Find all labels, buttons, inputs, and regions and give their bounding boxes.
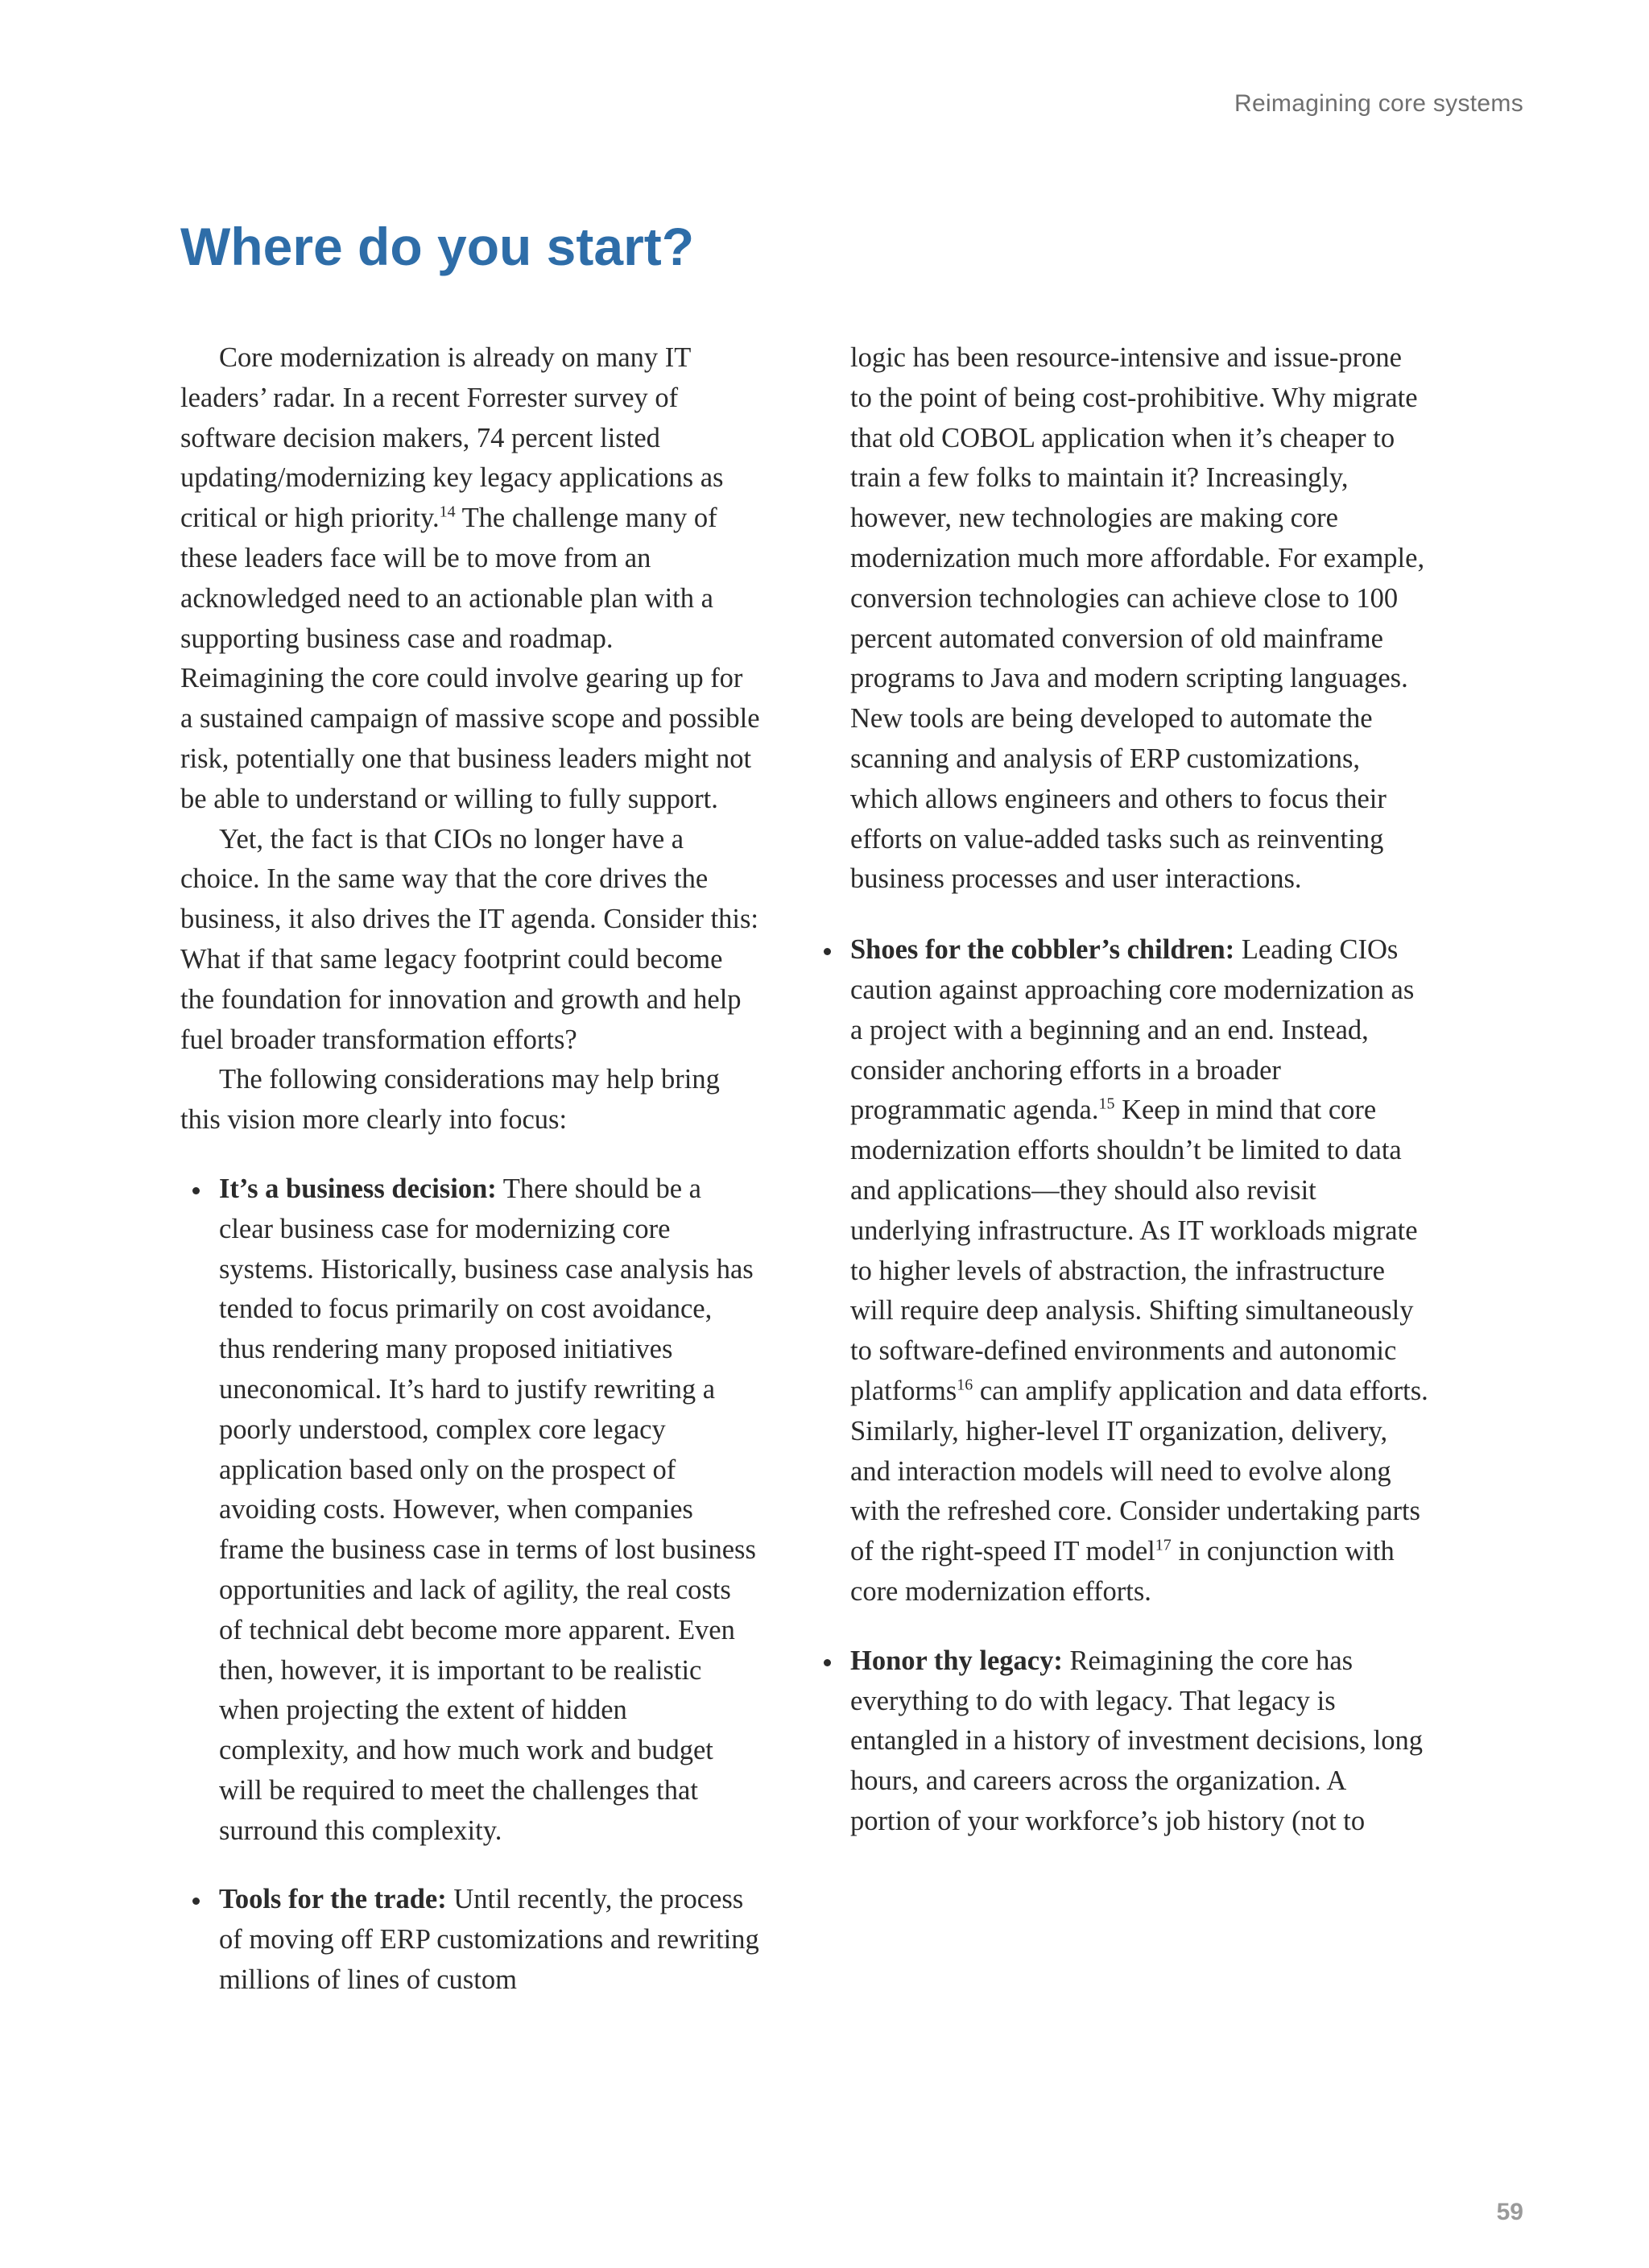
bullet-cobblers-children: Shoes for the cobbler’s children: Leading CIOs caution against approaching core modernization as a project with a beginning and an end. Instead, consider anchoring efforts in a broader programmatic agenda.$^{15}$ Keep in mind that core modernization efforts shouldn’t be limited to data and applications—they should also revisit underlying infrastructure. As IT workloads migrate to higher levels of abstraction, the infrastructure will require deep analysis. Shifting simultaneously to software-defined environments and autonomic platforms$^{16}$ can amplify application and data efforts. Similarly, higher-level IT organization, delivery, and interaction models will need to evolve along with the refreshed core. Consider undertaking parts of the right-speed IT model$^{17}$ in conjunction with core modernization efforts.: [850, 930, 1430, 1612]
page-number: 59: [1496, 2199, 1523, 2225]
bullet-lead: Tools for the trade:: [219, 1884, 447, 1915]
bullet-text: There should be a clear business case for modernizing core systems. Historically, business case analysis has tended to focus primarily on cost avoidance, thus rendering many proposed initiatives uneconomical. It’s hard to justify rewriting a poorly understood, complex core legacy application based only on the prospect of avoiding costs. However, when companies frame the business case in terms of lost business opportunities and lack of agility, the real costs of technical debt become more apparent. Even then, however, it is important to be realistic when projecting the extent of hidden complexity, and how much work and budget will be required to meet the challenges that surround this complexity.: [219, 1173, 756, 1846]
left-column: [180, 338, 760, 2001]
considerations-paragraph: The following considerations may help bring this vision more clearly into focus:: [180, 1064, 720, 1136]
bullet-lead: It’s a business decision:: [219, 1173, 497, 1204]
bullet-business-decision: [180, 1169, 760, 1852]
bullet-dot: [824, 948, 831, 955]
bullet-dot: [824, 1659, 831, 1666]
footnote-ref-14[interactable]: 14: [439, 503, 456, 521]
footnote-ref-15[interactable]: 15: [1098, 1095, 1115, 1113]
intro-paragraph: Core modernization is already on many IT leaders’ radar. In a recent Forrester survey of software decision makers, 74 percent listed updating/modernizing key legacy applications as critical or high priority.$^{14}$ The challenge many of these leaders face will be to move from an acknowledged need to an actionable plan with a supporting business case and roadmap. Reimagining the core could involve gearing up for a sustained campaign of massive scope and possible risk, potentially one that business leaders might not be able to understand or willing to fully support.: [180, 342, 760, 814]
bullet-dot: [192, 1187, 200, 1194]
running-header: Reimagining core systems: [1234, 90, 1523, 117]
bullet-dot: [192, 1898, 200, 1905]
bullet-text: Until recently, the process of moving off ERP customizations and rewriting millions of lines of custom: [219, 1884, 759, 1996]
right-column: [850, 338, 1430, 1842]
bullet-lead: Shoes for the cobbler’s children:: [850, 934, 1235, 966]
bullet-text: Reimagining the core has everything to do with legacy. That legacy is entangled in a history of investment decisions, long hours, and careers across the organization. A portion of your workforce’s job history (not to: [850, 1645, 1423, 1836]
bullet-lead: Honor thy legacy:: [850, 1645, 1063, 1676]
choice-paragraph: Yet, the fact is that CIOs no longer have a choice. In the same way that the core drives the business, it also drives the IT agenda. Consider this: What if that same legacy footprint could become the foundation for innovation and growth and help fuel broader transformation efforts?: [180, 823, 759, 1055]
footnote-ref-16[interactable]: 16: [957, 1376, 973, 1394]
footnote-ref-17[interactable]: 17: [1155, 1536, 1172, 1554]
bullet-honor-thy-legacy: [850, 1641, 1430, 1842]
page-title: Where do you start?: [180, 217, 695, 276]
bullet-tools-for-trade: [180, 1880, 760, 2000]
tools-continuation: logic has been resource-intensive and issue-prone to the point of being cost-prohibitive. Why migrate that old COBOL application when it’s cheaper to train a few folks to maintain it? Increasingly, however, new technologies are making core modernization much more affordable. For example, conversion technologies can achieve close to 100 percent automated conversion of old mainframe programs to Java and modern scripting languages. New tools are being developed to automate the scanning and analysis of ERP customizations, which allows engineers and others to focus their efforts on value-added tasks such as reinventing business processes and user interactions.: [850, 342, 1425, 895]
